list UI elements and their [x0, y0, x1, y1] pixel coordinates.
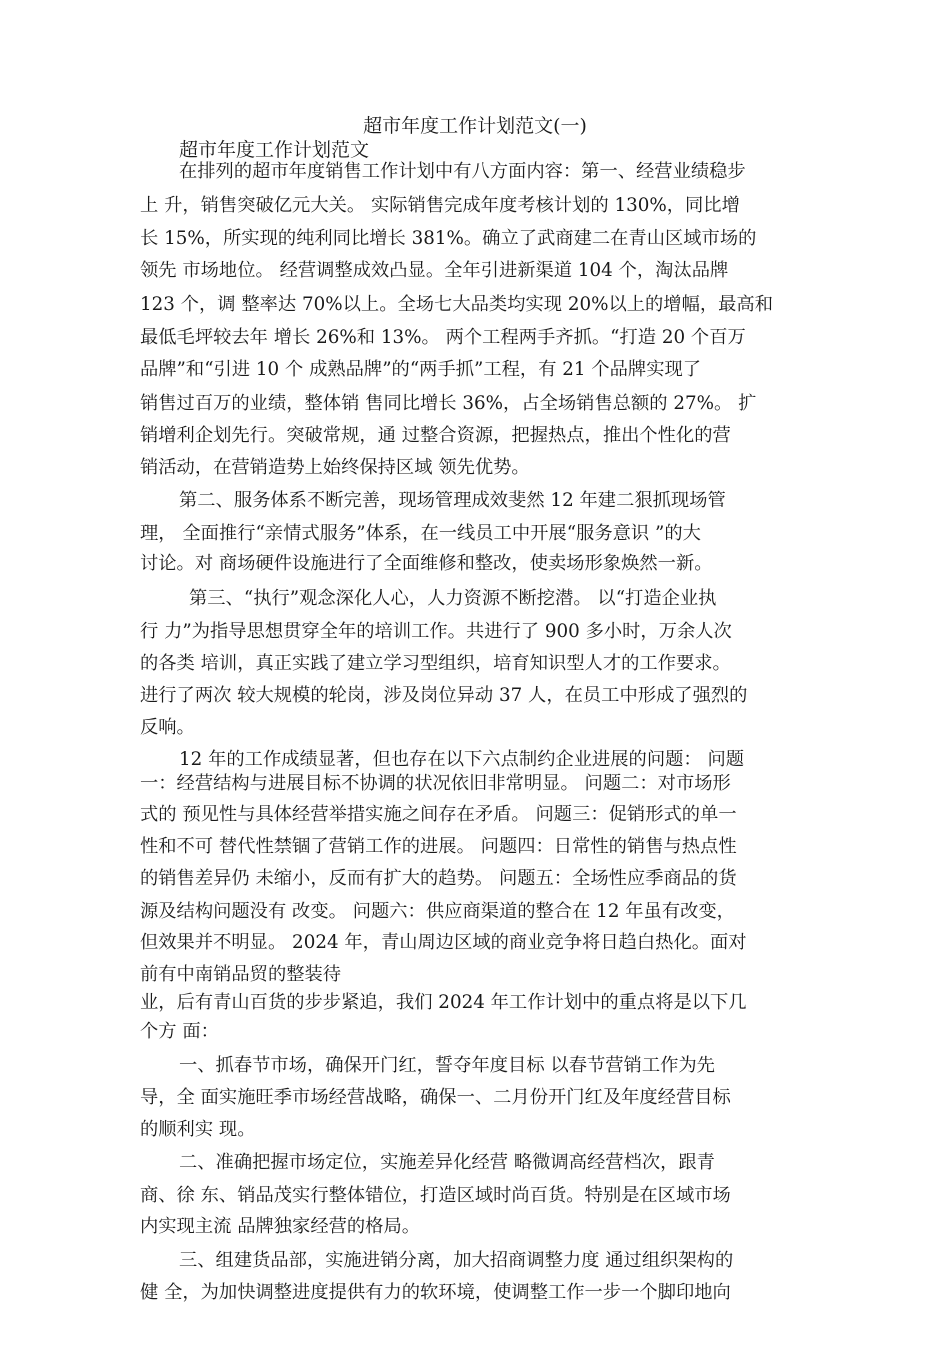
- text-line: 式的 预见性与具体经营举措实施之间存在矛盾。 问题三：促销形式的单一: [140, 804, 737, 825]
- page-title: 超市年度工作计划范文(一): [363, 115, 587, 137]
- text-line: 行 力”为指导思想贯穿全年的培训工作。共进行了 900 多小时，万余人次: [140, 621, 732, 642]
- text-line: 第二、服务体系不断完善，现场管理成效斐然 12 年建二狠抓现场管: [179, 490, 726, 511]
- text-line: 销售过百万的业绩，整体销 售同比增长 36%，占全场销售总额的 27%。 扩: [140, 393, 757, 414]
- text-line: 的顺利实 现。: [140, 1119, 256, 1140]
- text-line: 三、组建货品部，实施进销分离，加大招商调整力度 通过组织架构的: [179, 1250, 734, 1271]
- text-line: 第三、“执行”观念深化人心，人力资源不断挖潜。 以“打造企业执: [189, 588, 717, 609]
- text-line: 个方 面：: [140, 1021, 219, 1042]
- text-line: 123 个，调 整率达 70%以上。全场七大品类均实现 20%以上的增幅，最高和: [140, 294, 773, 315]
- text-line: 上 升，销售突破亿元大关。 实际销售完成年度考核计划的 130%，同比增: [140, 195, 740, 216]
- text-line: 但效果并不明显。 2024 年，青山周边区域的商业竞争将日趋白热化。面对: [140, 932, 747, 953]
- text-line: 导，全 面实施旺季市场经营战略，确保一、二月份开门红及年度经营目标: [140, 1087, 731, 1108]
- text-line: 健 全，为加快调整进度提供有力的软环境，使调整工作一步一个脚印地向: [140, 1282, 731, 1303]
- text-line: 一：经营结构与进展目标不协调的状况依旧非常明显。 问题二：对市场形: [140, 773, 731, 794]
- text-line: 前有中南销品贸的整装待: [140, 964, 342, 985]
- text-line: 二、准确把握市场定位，实施差异化经营 略微调高经营档次，跟青: [179, 1152, 715, 1173]
- text-line: 长 15%，所实现的纯利同比增长 381%。确立了武商建二在青山区域市场的: [140, 228, 757, 249]
- page-subtitle: 超市年度工作计划范文: [179, 139, 370, 161]
- text-line: 的销售差异仍 未缩小，反而有扩大的趋势。 问题五：全场性应季商品的货: [140, 868, 737, 889]
- text-line: 领先 市场地位。 经营调整成效凸显。全年引进新渠道 104 个，淘汰品牌: [140, 260, 729, 281]
- text-line: 销增利企划先行。突破常规，通 过整合资源，把握热点，推出个性化的营: [140, 425, 731, 446]
- text-line: 反响。: [140, 717, 195, 738]
- text-line: 一、抓春节市场，确保开门红，誓夺年度目标 以春节营销工作为先: [179, 1055, 715, 1076]
- text-line: 销活动，在营销造势上始终保持区域 领先优势。: [140, 457, 530, 478]
- text-line: 品牌”和“引进 10 个 成熟品牌”的“两手抓”工程，有 21 个品牌实现了: [140, 359, 702, 380]
- text-line: 业，后有青山百货的步步紧追，我们 2024 年工作计划中的重点将是以下几: [140, 992, 747, 1013]
- text-line: 内实现主流 品牌独家经营的格局。: [140, 1216, 421, 1237]
- text-line: 的各类 培训，真正实践了建立学习型组织，培育知识型人才的工作要求。: [140, 653, 731, 674]
- text-line: 在排列的超市年度销售工作计划中有八方面内容：第一、经营业绩稳步: [179, 161, 746, 182]
- text-line: 源及结构问题没有 改变。 问题六：供应商渠道的整合在 12 年虽有改变，: [140, 901, 735, 922]
- text-line: 讨论。对 商场硬件设施进行了全面维修和整改，使卖场形象焕然一新。: [140, 553, 713, 574]
- text-line: 进行了两次 较大规模的轮岗，涉及岗位异动 37 人，在员工中形成了强烈的: [140, 685, 748, 706]
- text-line: 性和不可 替代性禁锢了营销工作的进展。 问题四：日常性的销售与热点性: [140, 836, 737, 857]
- text-line: 理， 全面推行“亲情式服务”体系，在一线员工中开展“服务意识 ”的大: [140, 523, 701, 544]
- text-line: 12 年的工作成绩显著，但也存在以下六点制约企业进展的问题： 问题: [179, 749, 745, 770]
- text-line: 商、徐 东、销品茂实行整体错位，打造区域时尚百货。特别是在区域市场: [140, 1185, 731, 1206]
- text-line: 最低毛坪较去年 增长 26%和 13%。 两个工程两手齐抓。“打造 20 个百万: [140, 327, 746, 348]
